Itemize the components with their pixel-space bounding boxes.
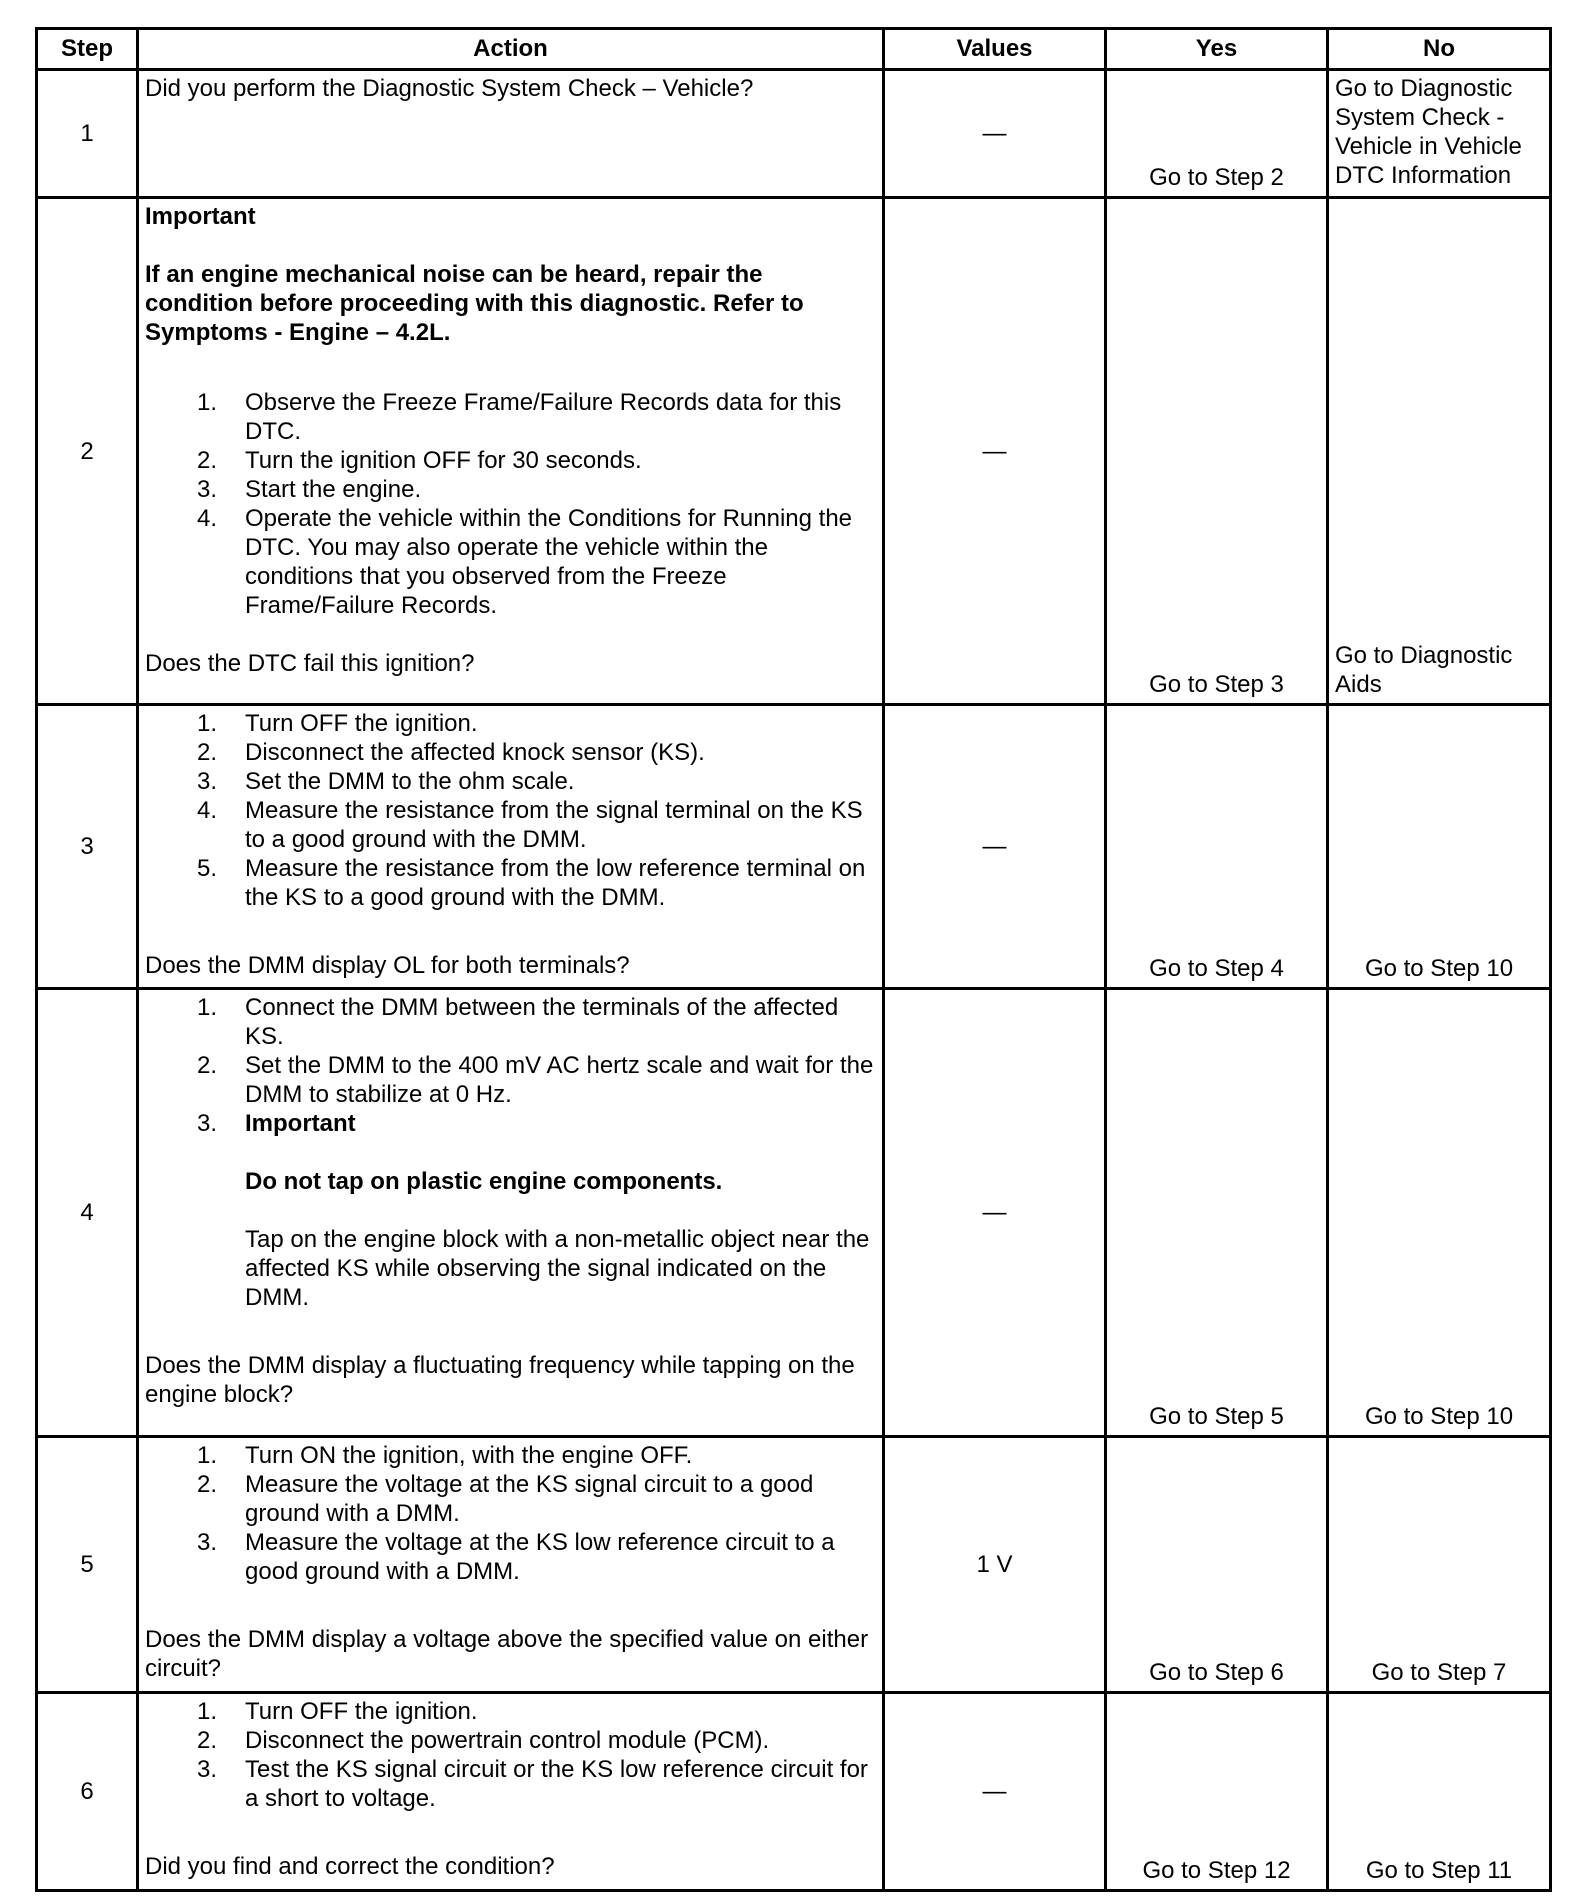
no-cell bbox=[1328, 198, 1551, 705]
list-item bbox=[145, 738, 876, 767]
item-text: Measure the voltage at the KS low reference circuit to a good ground with a DMM. bbox=[245, 1529, 835, 1585]
yes-link[interactable]: Go to Step 6 bbox=[1149, 1659, 1284, 1686]
header-yes: Yes bbox=[1106, 29, 1328, 70]
action-steps bbox=[145, 709, 876, 912]
item-number: 4. bbox=[196, 505, 217, 532]
no-cell bbox=[1328, 989, 1551, 1437]
item-text: Turn the ignition OFF for 30 seconds. bbox=[245, 447, 642, 474]
item-text: Connect the DMM between the terminals of the affected KS. bbox=[245, 994, 839, 1050]
step-number: 1 bbox=[37, 70, 138, 198]
action-question: Does the DMM display a voltage above the specified value on either circuit? bbox=[145, 1626, 869, 1682]
item-text: Operate the vehicle within the Conditions for Running the DTC. You may also operate the vehicle within the conditions that you observed from the Freeze Frame/Failure Records. bbox=[245, 505, 853, 619]
list-item bbox=[145, 446, 876, 475]
item-number: 1. bbox=[196, 389, 217, 416]
action-cell bbox=[138, 70, 884, 198]
item-text: Turn ON the ignition, with the engine OFF. bbox=[245, 1442, 693, 1469]
value-cell: — bbox=[884, 70, 1106, 198]
value-cell: — bbox=[884, 989, 1106, 1437]
list-item bbox=[145, 504, 876, 620]
action-cell bbox=[138, 1693, 884, 1891]
value-cell: 1 V bbox=[884, 1437, 1106, 1693]
action-question: Does the DMM display OL for both terminals? bbox=[145, 952, 630, 979]
item-text: Test the KS signal circuit or the KS low reference circuit for a short to voltage. bbox=[245, 1756, 868, 1812]
table-row bbox=[37, 1437, 1551, 1693]
list-item bbox=[145, 475, 876, 504]
list-item bbox=[145, 1726, 876, 1755]
item-text: Set the DMM to the 400 mV AC hertz scale and wait for the DMM to stabilize at 0 Hz. bbox=[245, 1052, 874, 1108]
item-text: Set the DMM to the ohm scale. bbox=[245, 768, 575, 795]
item-number: 3. bbox=[196, 1110, 217, 1137]
item-number: 2. bbox=[196, 1727, 217, 1754]
action-cell bbox=[138, 705, 884, 989]
no-cell bbox=[1328, 1693, 1551, 1891]
no-cell bbox=[1328, 70, 1551, 198]
table-row bbox=[37, 1693, 1551, 1891]
action-question: Did you find and correct the condition? bbox=[145, 1853, 555, 1880]
yes-link[interactable]: Go to Step 4 bbox=[1149, 955, 1284, 982]
yes-cell bbox=[1106, 1693, 1328, 1891]
item-text: Start the engine. bbox=[245, 476, 422, 503]
item-text: Disconnect the affected knock sensor (KS). bbox=[245, 739, 705, 766]
action-steps bbox=[145, 388, 876, 620]
item-number: 2. bbox=[196, 1052, 217, 1079]
item-number: 3. bbox=[196, 1529, 217, 1556]
action-steps bbox=[145, 1441, 876, 1586]
step-number: 6 bbox=[37, 1693, 138, 1891]
item-text: Disconnect the powertrain control module (PCM). bbox=[245, 1727, 770, 1754]
list-item bbox=[145, 388, 876, 446]
no-cell bbox=[1328, 1437, 1551, 1693]
item-text: Measure the resistance from the signal terminal on the KS to a good ground with the DMM. bbox=[245, 797, 863, 853]
yes-cell bbox=[1106, 705, 1328, 989]
list-item bbox=[145, 854, 876, 912]
list-item bbox=[145, 1109, 876, 1312]
action-question: Does the DTC fail this ignition? bbox=[145, 650, 475, 677]
item-number: 1. bbox=[196, 994, 217, 1021]
item-number: 1. bbox=[196, 1442, 217, 1469]
important-title: Important bbox=[145, 203, 256, 230]
header-step: Step bbox=[37, 29, 138, 70]
item-text: Observe the Freeze Frame/Failure Records data for this DTC. bbox=[245, 389, 842, 445]
action-steps bbox=[145, 993, 876, 1312]
table-row bbox=[37, 989, 1551, 1437]
item-number: 1. bbox=[196, 710, 217, 737]
header-values: Values bbox=[884, 29, 1106, 70]
step-number: 5 bbox=[37, 1437, 138, 1693]
diagnostic-table bbox=[35, 27, 1552, 1892]
list-item bbox=[145, 796, 876, 854]
value-cell: — bbox=[884, 705, 1106, 989]
table-row bbox=[37, 705, 1551, 989]
list-item bbox=[145, 1755, 876, 1813]
list-item bbox=[145, 993, 876, 1051]
action-question: Does the DMM display a fluctuating frequency while tapping on the engine block? bbox=[145, 1352, 855, 1408]
yes-cell bbox=[1106, 198, 1328, 705]
action-question: Did you perform the Diagnostic System Check – Vehicle? bbox=[145, 75, 754, 102]
yes-link[interactable]: Go to Step 5 bbox=[1149, 1403, 1284, 1430]
list-item bbox=[145, 767, 876, 796]
list-item bbox=[145, 709, 876, 738]
header-action: Action bbox=[138, 29, 884, 70]
important-text: Do not tap on plastic engine components. bbox=[245, 1168, 723, 1195]
item-number: 4. bbox=[196, 797, 217, 824]
value-cell: — bbox=[884, 1693, 1106, 1891]
important-title: Important bbox=[245, 1110, 356, 1137]
item-number: 1. bbox=[196, 1698, 217, 1725]
list-item bbox=[145, 1697, 876, 1726]
item-number: 5. bbox=[196, 855, 217, 882]
list-item bbox=[145, 1051, 876, 1109]
step-number: 3 bbox=[37, 705, 138, 989]
important-text: If an engine mechanical noise can be heard, repair the condition before proceeding with this diagnostic. Refer to Symptoms - Engine – 4.2L. bbox=[145, 261, 804, 346]
list-item bbox=[145, 1528, 876, 1586]
item-text: Tap on the engine block with a non-metallic object near the affected KS while observing the signal indicated on the DMM. bbox=[245, 1226, 870, 1311]
yes-link[interactable]: Go to Step 12 bbox=[1142, 1857, 1291, 1884]
value-cell: — bbox=[884, 198, 1106, 705]
table-row bbox=[37, 70, 1551, 198]
yes-cell bbox=[1106, 1437, 1328, 1693]
action-cell bbox=[138, 198, 884, 705]
yes-cell bbox=[1106, 70, 1328, 198]
yes-link[interactable]: Go to Step 3 bbox=[1149, 671, 1284, 698]
no-link[interactable]: Go to Step 10 bbox=[1364, 955, 1514, 982]
no-link[interactable]: Go to Step 11 bbox=[1365, 1857, 1513, 1884]
action-steps bbox=[145, 1697, 876, 1813]
action-cell bbox=[138, 1437, 884, 1693]
item-text: Measure the resistance from the low reference terminal on the KS to a good ground with the DMM. bbox=[245, 855, 866, 911]
item-number: 3. bbox=[196, 1756, 217, 1783]
item-text: Turn OFF the ignition. bbox=[245, 1698, 478, 1725]
item-number: 2. bbox=[196, 739, 217, 766]
item-text: Turn OFF the ignition. bbox=[245, 710, 478, 737]
header-no: No bbox=[1328, 29, 1551, 70]
item-number: 2. bbox=[196, 447, 217, 474]
table-row bbox=[37, 198, 1551, 705]
list-item bbox=[145, 1470, 876, 1528]
no-link[interactable]: Go to Step 7 bbox=[1371, 1659, 1507, 1686]
no-link[interactable]: Go to Step 10 bbox=[1364, 1403, 1514, 1430]
action-cell bbox=[138, 989, 884, 1437]
no-link[interactable]: Go to Diagnostic Aids bbox=[1335, 642, 1513, 698]
yes-link[interactable]: Go to Step 2 bbox=[1149, 164, 1284, 191]
item-text: Measure the voltage at the KS signal circuit to a good ground with a DMM. bbox=[245, 1471, 814, 1527]
item-number: 2. bbox=[196, 1471, 217, 1498]
item-number: 3. bbox=[196, 768, 217, 795]
header-row bbox=[37, 29, 1551, 70]
item-number: 3. bbox=[196, 476, 217, 503]
yes-cell bbox=[1106, 989, 1328, 1437]
step-number: 2 bbox=[37, 198, 138, 705]
no-link[interactable]: Go to Diagnostic System Check - Vehicle in Vehicle DTC Information bbox=[1335, 75, 1522, 189]
no-cell bbox=[1328, 705, 1551, 989]
step-number: 4 bbox=[37, 989, 138, 1437]
list-item bbox=[145, 1441, 876, 1470]
